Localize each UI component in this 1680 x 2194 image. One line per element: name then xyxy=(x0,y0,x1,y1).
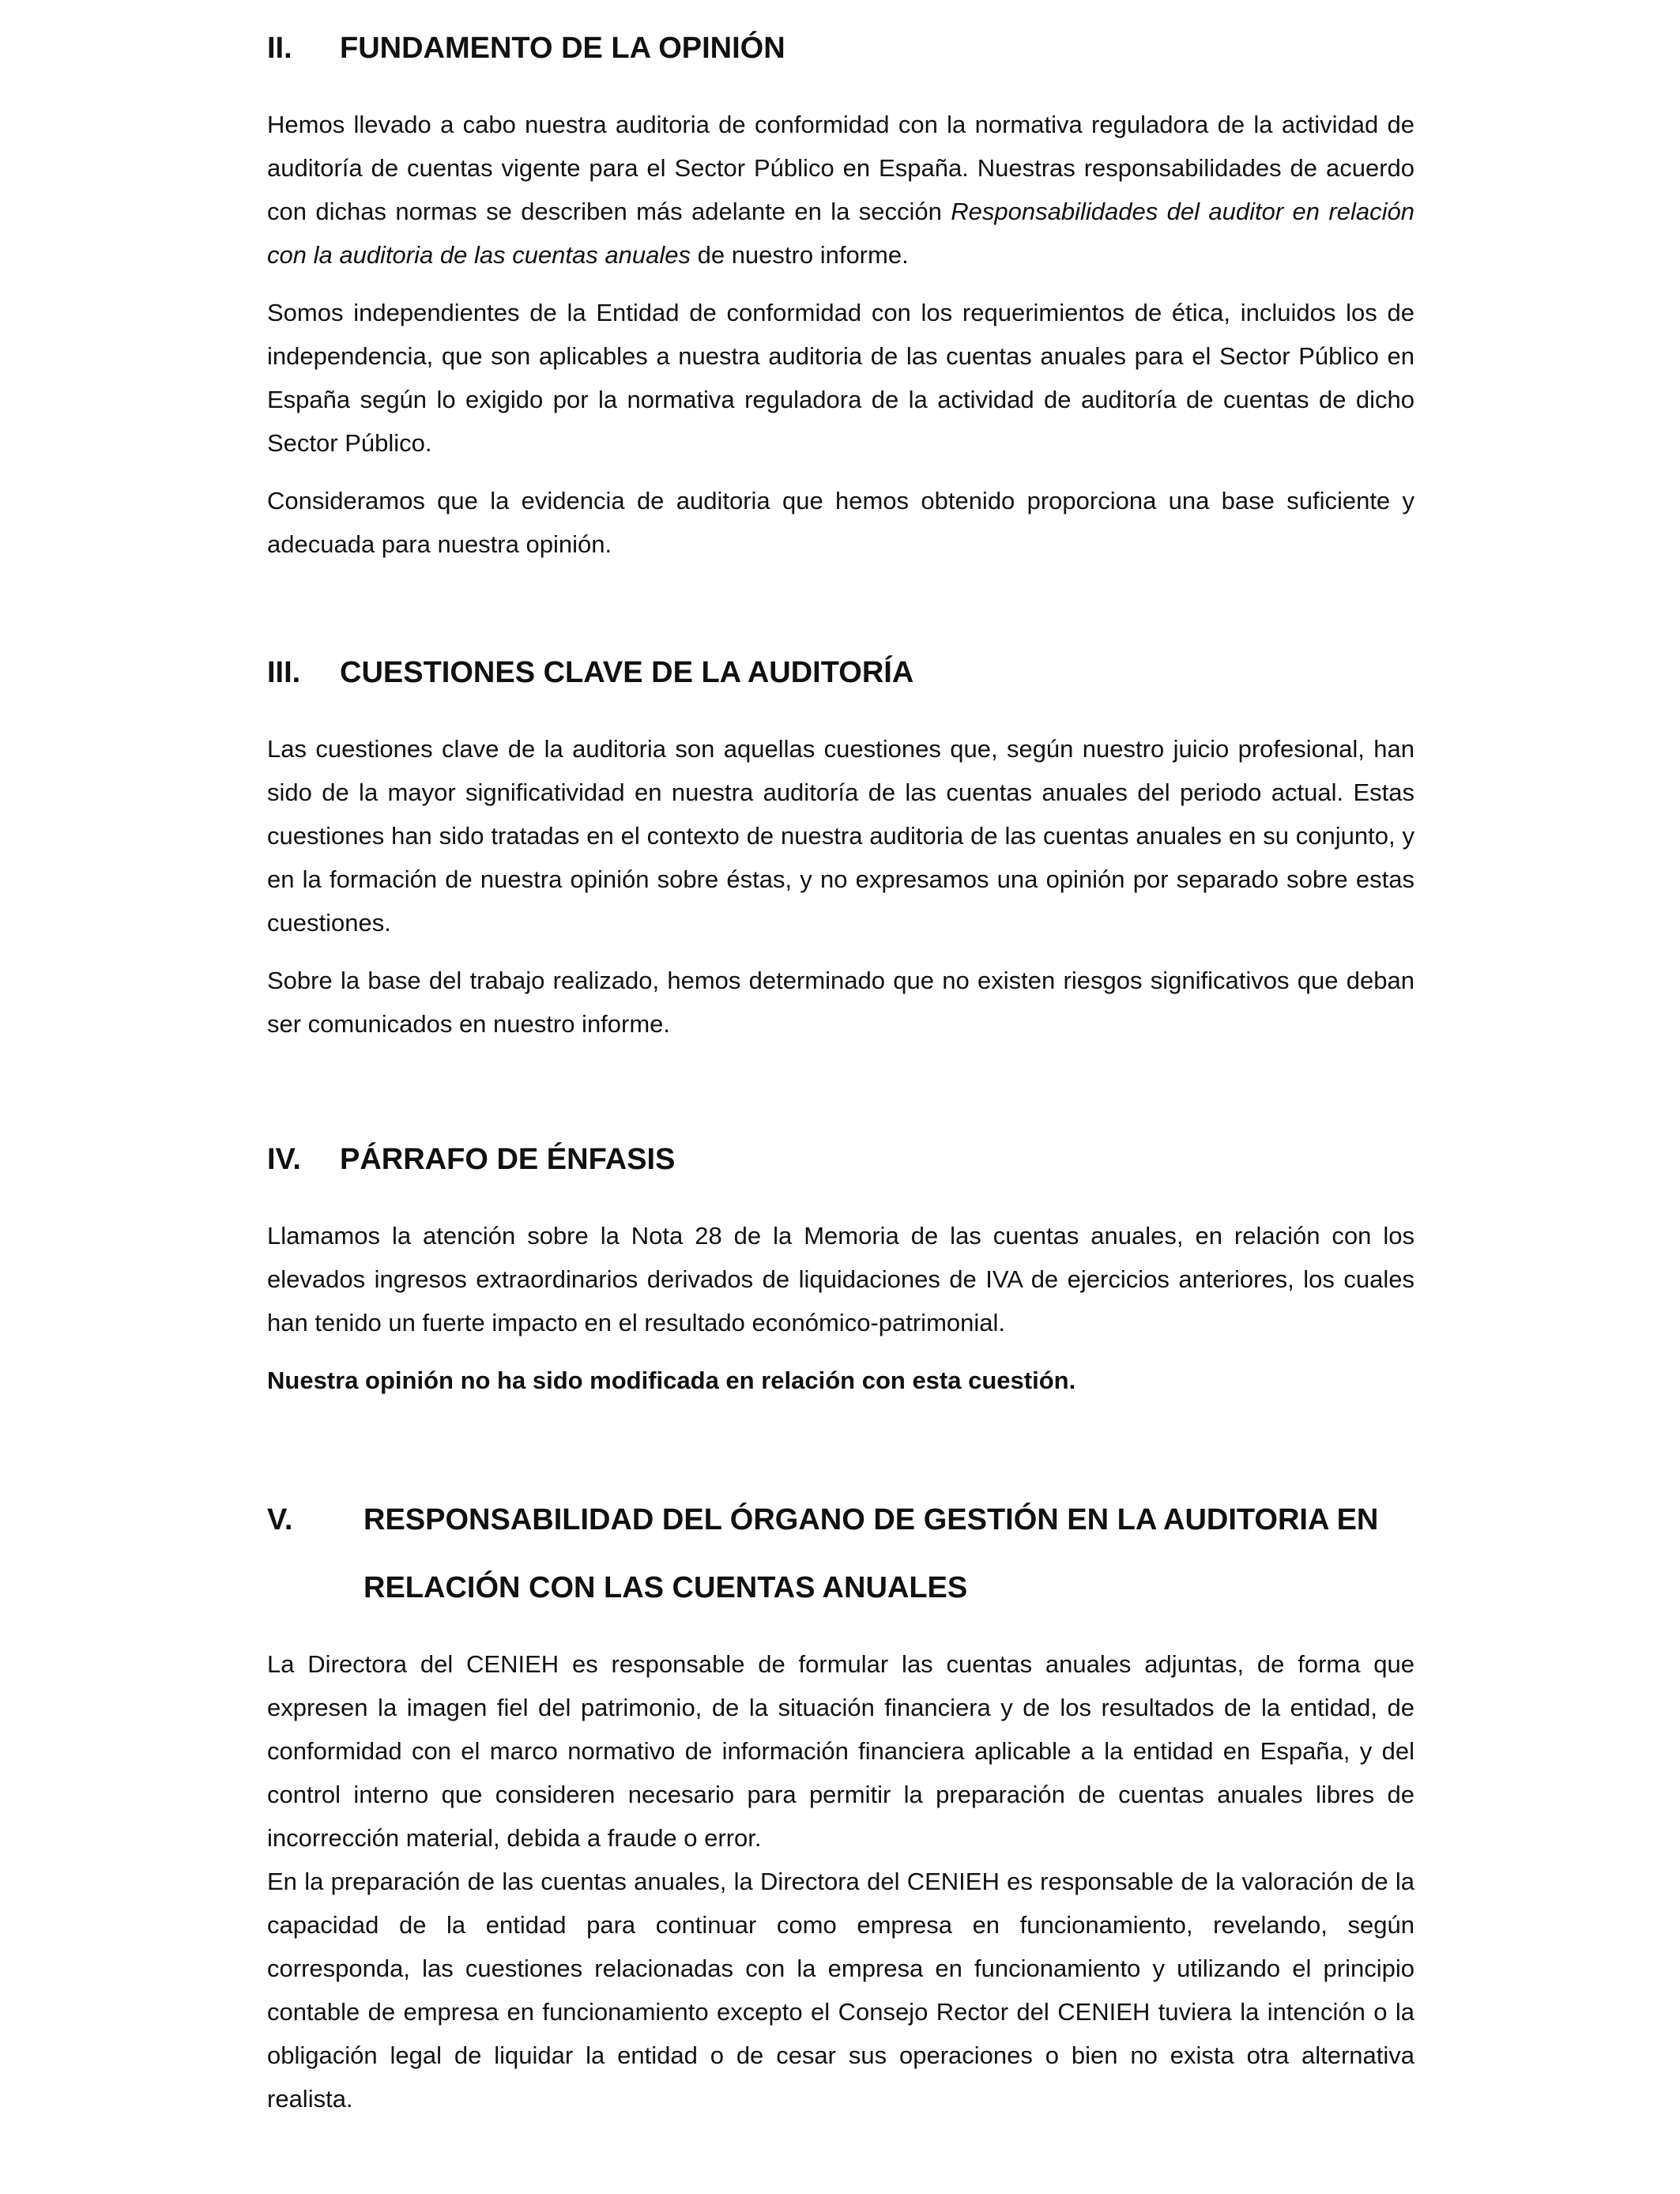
paragraph-italic-text: Responsabilidades del auditor en relación con la auditoria de las cuentas anuales xyxy=(267,198,1414,269)
section-heading xyxy=(267,28,1414,68)
paragraph: La Directora del CENIEH es responsable de formular las cuentas anuales adjuntas, de forma que expresen la imagen fiel del patrimonio, de la situación financiera y de los resultados de la entidad, de conformidad con el marco normativo de información financiera aplicable a la entidad en España, y del control interno que consideren necesario para permitir la preparación de cuentas anuales libres de incorrección material, debida a fraude o error. xyxy=(267,1650,1414,1852)
paragraph: Llamamos la atención sobre la Nota 28 de la Memoria de las cuentas anuales, en relación con los elevados ingresos extraordinarios derivados de liquidaciones de IVA de ejercicios anteriores, los cuales han tenido un fuerte impacto en el resultado económico-patrimonial. xyxy=(267,1222,1414,1336)
paragraph: Sobre la base del trabajo realizado, hemos determinado que no existen riesgos significativos que deban ser comunicados en nuestro informe. xyxy=(267,967,1414,1038)
paragraph xyxy=(267,103,1414,277)
section-heading xyxy=(267,1486,1414,1622)
paragraph-text: de nuestro informe. xyxy=(690,241,909,269)
section-fundamento xyxy=(267,28,1414,566)
section-title: CUESTIONES CLAVE DE LA AUDITORÍA xyxy=(340,656,914,689)
section-title: RESPONSABILIDAD DEL ÓRGANO DE GESTIÓN EN LA AUDITORIA EN RELACIÓN CON LAS CUENTAS ANUALES xyxy=(363,1503,1379,1604)
section-number: III. xyxy=(267,656,301,689)
section-number: IV. xyxy=(267,1143,301,1176)
section-heading xyxy=(267,1140,1414,1179)
section-cuestiones-clave xyxy=(267,653,1414,1046)
section-number: II. xyxy=(267,32,292,65)
section-title: PÁRRAFO DE ÉNFASIS xyxy=(340,1143,676,1176)
section-heading xyxy=(267,653,1414,692)
section-responsabilidad xyxy=(267,1486,1414,2120)
section-number: V. xyxy=(267,1503,293,1536)
paragraph-text: Hemos llevado a cabo nuestra auditoria de conformidad con la normativa reguladora de la actividad de auditoría de cuentas vigente para el Sector Público en España. Nuestras responsabilidades de acuerdo con dichas normas se describen más adelante en la sección xyxy=(267,111,1414,225)
paragraph: En la preparación de las cuentas anuales, la Directora del CENIEH es responsable de la valoración de la capacidad de la entidad para continuar como empresa en funcionamiento, revelando, según corresponda, las cuestiones relacionadas con la empresa en funcionamiento y utilizando el principio contable de empresa en funcionamiento excepto el Consejo Rector del CENIEH tuviera la intención o la obligación legal de liquidar la entidad o de cesar sus operaciones o bien no exista otra alternativa realista. xyxy=(267,1868,1414,2113)
paragraph: Somos independientes de la Entidad de conformidad con los requerimientos de ética, incluidos los de independencia, que son aplicables a nuestra auditoria de las cuentas anuales para el Sector Público en España según lo exigido por la normativa reguladora de la actividad de auditoría de cuentas de dicho Sector Público. xyxy=(267,299,1414,457)
paragraph: Consideramos que la evidencia de auditoria que hemos obtenido proporciona una base suficiente y adecuada para nuestra opinión. xyxy=(267,487,1414,558)
section-enfasis xyxy=(267,1140,1414,1402)
paragraph: Las cuestiones clave de la auditoria son aquellas cuestiones que, según nuestro juicio profesional, han sido de la mayor significatividad en nuestra auditoría de las cuentas anuales del periodo actual. Estas cuestiones han sido tratadas en el contexto de nuestra auditoria de las cuentas anuales en su conjunto, y en la formación de nuestra opinión sobre éstas, y no expresamos una opinión por separado sobre estas cuestiones. xyxy=(267,735,1414,937)
emphasis-statement: Nuestra opinión no ha sido modificada en relación con esta cuestión. xyxy=(267,1367,1076,1394)
section-title: FUNDAMENTO DE LA OPINIÓN xyxy=(340,32,785,65)
